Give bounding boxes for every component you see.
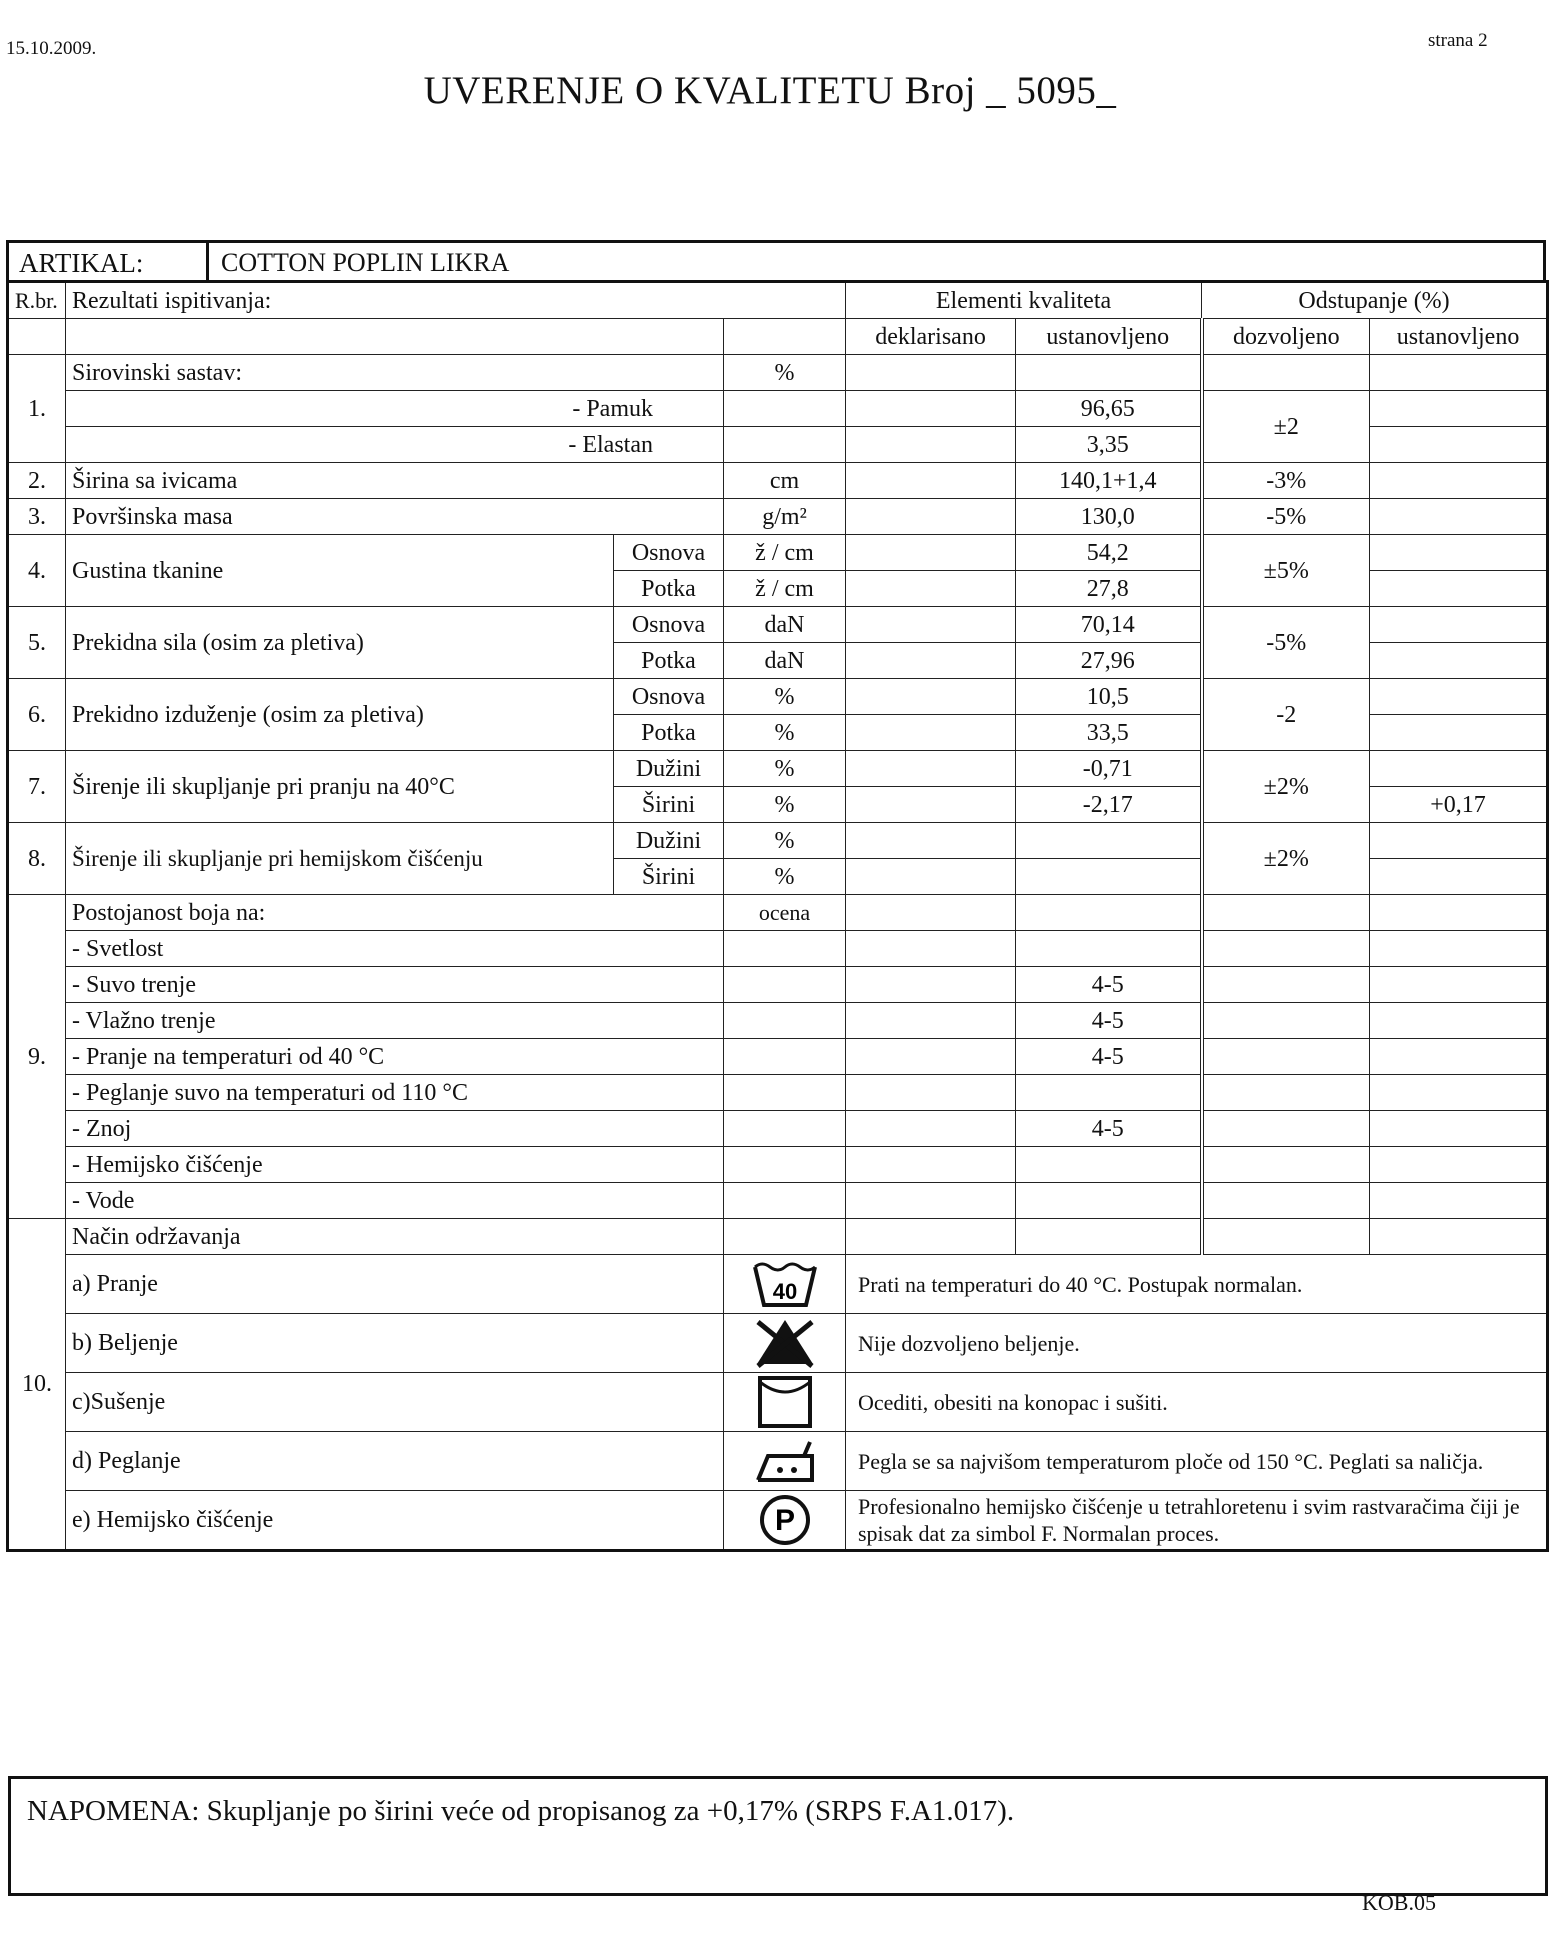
table-row: - Svetlost: [8, 931, 1548, 967]
table-row: 2. Širina sa ivicama cm 140,1+1,4 -3%: [8, 463, 1548, 499]
table-row: 10. Način održavanja: [8, 1219, 1548, 1255]
no-bleach-icon: [724, 1314, 846, 1373]
table-subheader-row: [8, 319, 1548, 355]
table-row: - Vode: [8, 1183, 1548, 1219]
care-row: c)Sušenje Ocediti, obesiti na konopac i sušiti.: [8, 1373, 1548, 1432]
svg-text:P: P: [774, 1504, 795, 1537]
care-row: d) Peglanje Pegla se sa najvišom temperaturom ploče od 150 °C. Peglati sa naličja.: [8, 1432, 1548, 1491]
rbr-header: R.br.: [8, 282, 66, 319]
wash-40-icon: [724, 1255, 846, 1314]
note-box: [8, 1776, 1548, 1896]
table-row: - Hemijsko čišćenje: [8, 1147, 1548, 1183]
line-dry-icon: [724, 1373, 846, 1432]
deviation-header: Odstupanje (%): [1202, 282, 1548, 319]
table-row: 5. Prekidna sila (osim za pletiva) Osnova daN 70,14 -5%: [8, 607, 1548, 643]
table-row: - Elastan 3,35: [8, 427, 1548, 463]
footer-code: KOB.05: [1362, 1890, 1436, 1915]
table-row: - Peglanje suvo na temperaturi od 110 °C: [8, 1075, 1548, 1111]
table-row: Potka % 33,5: [8, 715, 1548, 751]
care-row: b) Beljenje Nije dozvoljeno beljenje.: [8, 1314, 1548, 1373]
quality-table: [6, 280, 1549, 1552]
table-row: 7. Širenje ili skupljanje pri pranju na 40°C Dužini % -0,71 ±2%: [8, 751, 1548, 787]
table-row: - Znoj 4-5: [8, 1111, 1548, 1147]
article-value: COTTON POPLIN LIKRA: [221, 248, 510, 277]
care-row: e) Hemijsko čišćenje P Profesionalno hemijsko čišćenje u tetrahloretenu i svim rastvaračima čiji je spisak dat za simbol F. Normalan proces.: [8, 1491, 1548, 1551]
table-row: 1. Sirovinski sastav: %: [8, 355, 1548, 391]
table-row: Širini % -2,17 +0,17: [8, 787, 1548, 823]
note-text: NAPOMENA: Skupljanje po širini veće od propisanog za +0,17% (SRPS F.A1.017).: [27, 1795, 1015, 1827]
elements-header: Elementi kvaliteta: [846, 282, 1202, 319]
care-row: a) Pranje 40 Prati na temperaturi do 40 °C. Postupak normalan.: [8, 1255, 1548, 1314]
table-row: 9. Postojanost boja na: ocena: [8, 895, 1548, 931]
document-date: 15.10.2009.: [6, 38, 97, 59]
declared-header: deklarisano: [846, 319, 1016, 355]
table-row: - Suvo trenje 4-5: [8, 967, 1548, 1003]
allowed-header: dozvoljeno: [1202, 319, 1370, 355]
table-row: Potka daN 27,96: [8, 643, 1548, 679]
table-row: Potka ž / cm 27,8: [8, 571, 1548, 607]
results-header: Rezultati ispitivanja:: [66, 282, 846, 319]
table-row: 3. Površinska masa g/m² 130,0 -5%: [8, 499, 1548, 535]
deviation-value: +0,17: [1370, 787, 1548, 823]
article-box: [6, 240, 1546, 280]
table-header-row: [8, 282, 1548, 319]
iron-icon: [724, 1432, 846, 1491]
table-row: - Pamuk 96,65 ±2: [8, 391, 1548, 427]
table-row: - Vlažno trenje 4-5: [8, 1003, 1548, 1039]
established2-header: ustanovljeno: [1370, 319, 1548, 355]
table-row: 8. Širenje ili skupljanje pri hemijskom čišćenju Dužini % ±2%: [8, 823, 1548, 859]
table-row: 4. Gustina tkanine Osnova ž / cm 54,2 ±5%: [8, 535, 1548, 571]
svg-text:40: 40: [772, 1279, 797, 1304]
table-row: - Pranje na temperaturi od 40 °C 4-5: [8, 1039, 1548, 1075]
page-number: strana 2: [1428, 30, 1488, 51]
dry-clean-p-icon: [724, 1491, 846, 1551]
article-label: ARTIKAL:: [9, 243, 209, 280]
table-row: 6. Prekidno izduženje (osim za pletiva) Osnova % 10,5 -2: [8, 679, 1548, 715]
document-title: UVERENJE O KVALITETU Broj _ 5095_: [423, 69, 1117, 112]
established-header: ustanovljeno: [1016, 319, 1202, 355]
table-row: Širini %: [8, 859, 1548, 895]
